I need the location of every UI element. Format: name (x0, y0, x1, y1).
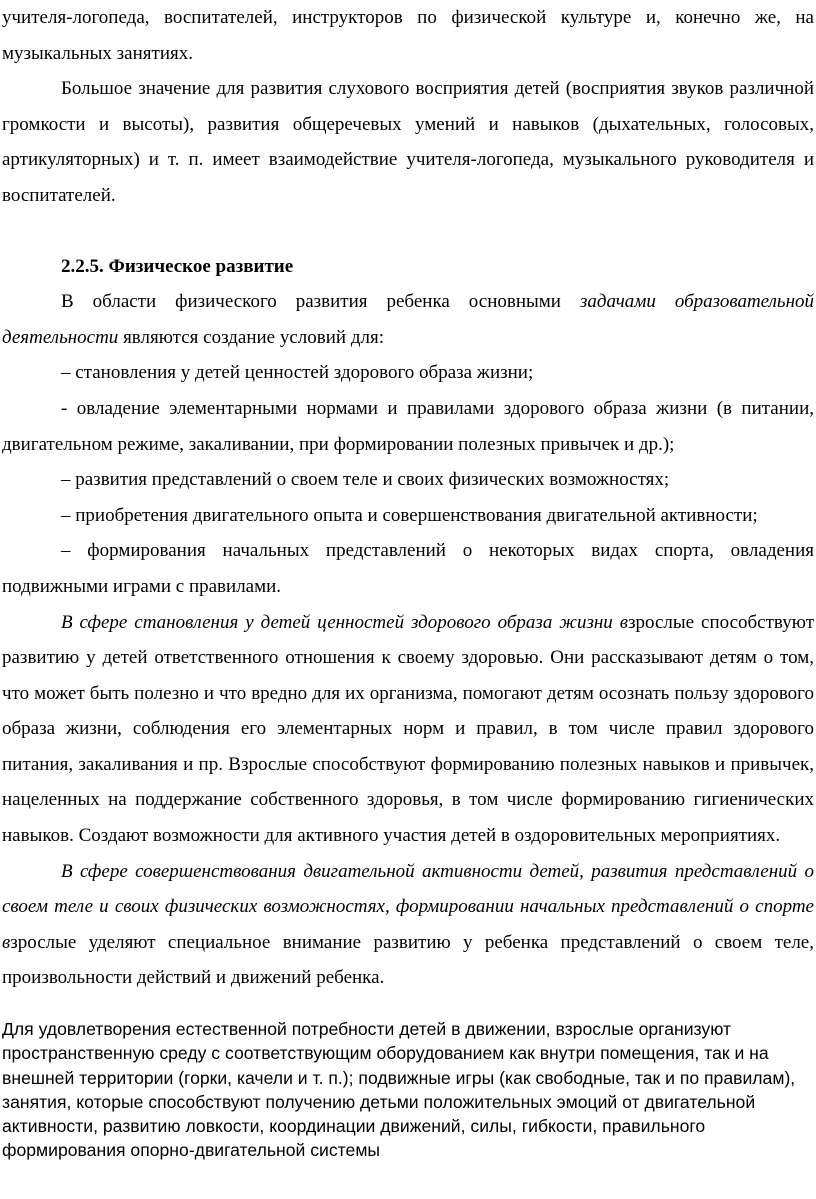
list-item: – приобретения двигательного опыта и совершенствования двигательной активности; (61, 504, 758, 526)
list-item: – формирования начальных представлений о некоторых видах спорта, овладения подвижными играми с правилами. (2, 540, 814, 597)
motor-activity-text: зрослые уделяют специальное внимание развитию у ребенка представлений о своем теле, произвольности действий и движений ребенка. (2, 931, 814, 989)
motor-activity-italic: В сфере совершенствования двигательной активности детей, развития представлений о своем теле и своих физических возможностях, формировании начальных представлений о спорте в (2, 860, 814, 953)
section-heading: 2.2.5. Физическое развитие (61, 255, 294, 277)
paragraph-motor-activity (2, 854, 814, 996)
blank-line (2, 214, 814, 249)
tasks-intro-tail: являются создание условий для: (118, 326, 384, 348)
list-item: – становления у детей ценностей здорового образа жизни; (61, 362, 534, 384)
list-item: - овладение элементарными нормами и правилами здорового образа жизни (в питании, двигательном режиме, закаливании, при формировании полезных привычек и др.); (2, 397, 814, 455)
paragraph-tasks-intro (2, 284, 814, 355)
healthy-lifestyle-text: зрослые способствуют развитию у детей ответственного отношения к своему здоровью. Они рассказывают детям о том, что может быть полезно и что вредно для их организма, помогают детям осознать пользу здорового образа жизни, соблюдения его элементарных норм и правил, в том числе правил здорового питания, закаливания и пр. Взрослые способствуют формированию полезных навыков и привычек, нацеленных на поддержание собственного здоровья, в том числе формированию гигиенических навыков. Создают возможности для активного участия детей в оздоровительных мероприятиях. (2, 611, 814, 847)
tasks-intro-lead: В области физического развития ребенка основными (61, 291, 580, 313)
paragraph-healthy-lifestyle (2, 605, 814, 854)
paragraph-auditory-perception: Большое значение для развития слухового восприятия детей (восприятия звуков различной громкости и высоты), развития общеречевых умений и навыков (дыхательных, голосовых, артикуляторных) и т. п. имеет взаимодействие учителя-логопеда, музыкального руководителя и воспитателей. (2, 78, 814, 206)
healthy-lifestyle-italic: В сфере становления у детей ценностей здорового образа жизни в (61, 611, 628, 633)
paragraph-continuation: учителя-логопеда, воспитателей, инструкторов по физической культуре и, конечно же, на музыкальных занятиях. (2, 7, 814, 64)
paragraph-movement-needs: Для удовлетворения естественной потребности детей в движении, взрослые организуют пространственную среду с соответствующим оборудованием как внутри помещения, так и на внешней территории (горки, качели и т. п.); подвижные игры (как свободные, так и по правилам), занятия, которые способствуют получению детьми положительных эмоций от двигательной активности, развитию ловкости, координации движений, силы, гибкости, правильного формирования опорно-двигательной системы (2, 1019, 796, 1161)
document-body (2, 0, 814, 996)
list-item: – развития представлений о своем теле и своих физических возможностях; (61, 469, 670, 491)
tasks-intro-italic: задачами образовательной деятельности (2, 291, 814, 348)
